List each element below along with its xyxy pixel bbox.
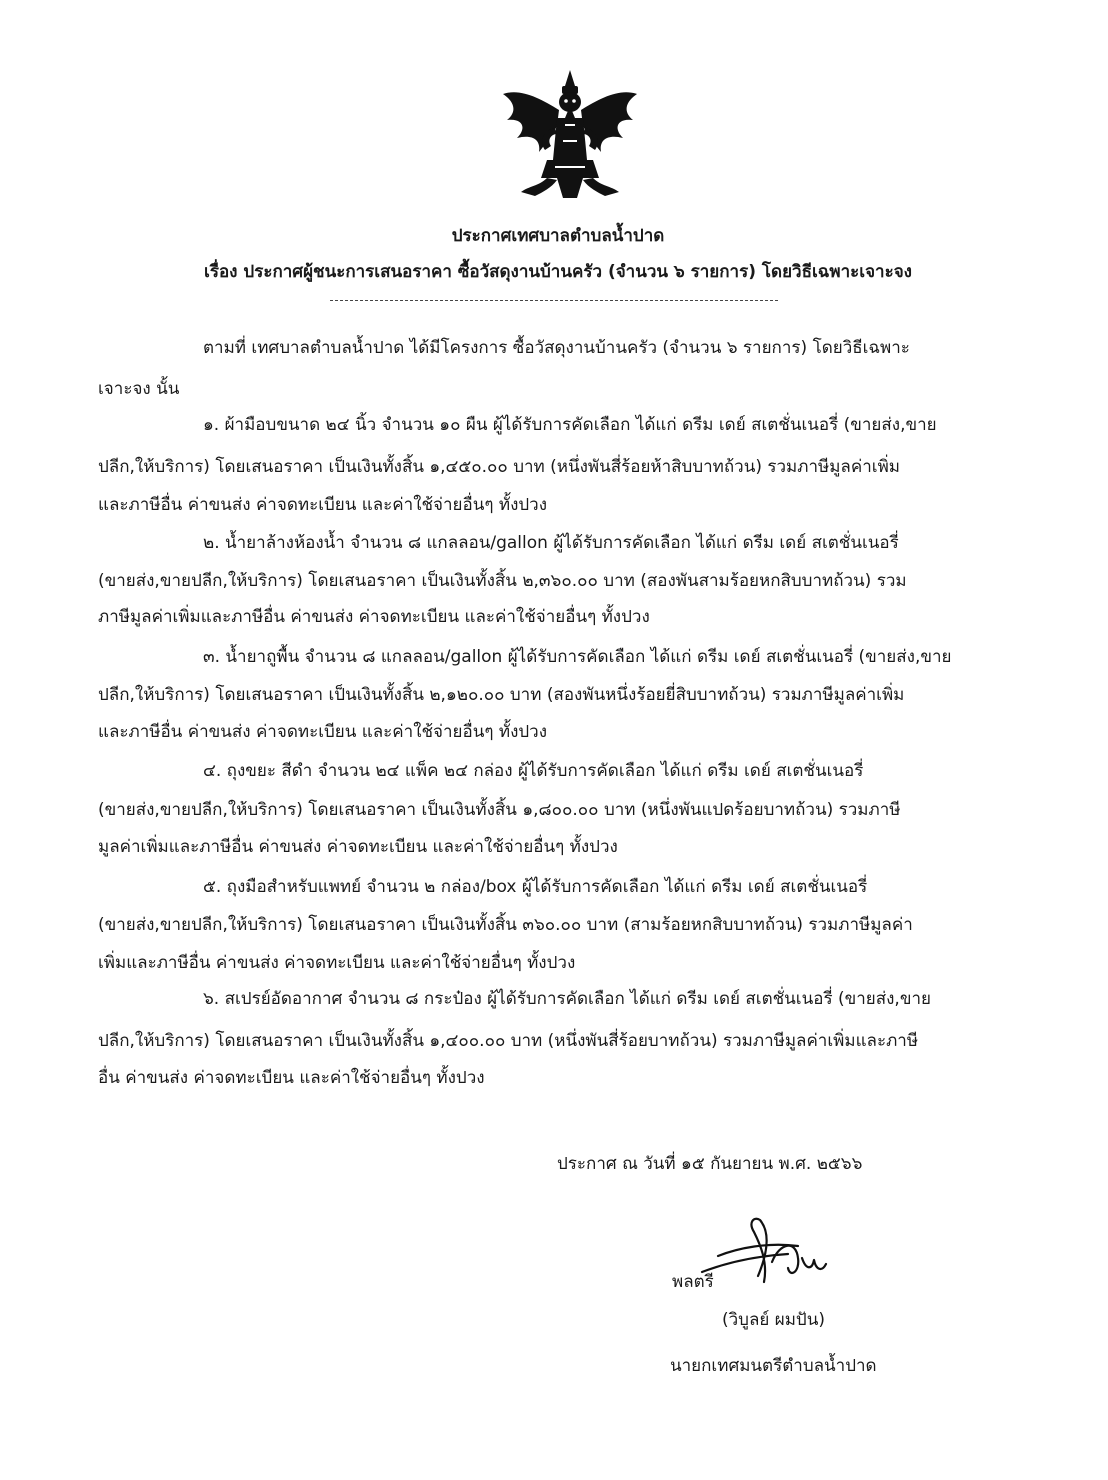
item-2-line: (ขายส่ง,ขายปลีก,ให้บริการ) โดยเสนอราคา เป็นเงินทั้งสิ้น ๒,๓๖๐.๐๐ บาท (สองพันสามร้อยหกสิบบาทถ้วน) รวม	[98, 571, 907, 591]
signature	[698, 1212, 848, 1300]
item-3-line: ๓. น้ำยาถูพื้น จำนวน ๘ แกลลอน/gallon ผู้ได้รับการคัดเลือก ได้แก่ ดรีม เดย์ สเตชั่นเนอรี่ (ขายส่ง,ขาย	[203, 647, 952, 667]
intro-line: เจาะจง นั้น	[98, 379, 180, 399]
item-5-line: (ขายส่ง,ขายปลีก,ให้บริการ) โดยเสนอราคา เป็นเงินทั้งสิ้น ๓๖๐.๐๐ บาท (สามร้อยหกสิบบาทถ้วน) รวมภาษีมูลค่า	[98, 915, 913, 935]
item-5-line: เพิ่มและภาษีอื่น ค่าขนส่ง ค่าจดทะเบียน และค่าใช้จ่ายอื่นๆ ทั้งปวง	[98, 953, 576, 973]
item-5-line: ๕. ถุงมือสำหรับแพทย์ จำนวน ๒ กล่อง/box ผู้ได้รับการคัดเลือก ได้แก่ ดรีม เดย์ สเตชั่นเนอรี่	[203, 877, 868, 897]
item-2-line: ภาษีมูลค่าเพิ่มและภาษีอื่น ค่าขนส่ง ค่าจดทะเบียน และค่าใช้จ่ายอื่นๆ ทั้งปวง	[98, 607, 650, 627]
title-divider	[330, 300, 778, 301]
item-1-line: ปลีก,ให้บริการ) โดยเสนอราคา เป็นเงินทั้งสิ้น ๑,๔๕๐.๐๐ บาท (หนึ่งพันสี่ร้อยห้าสิบบาทถ้วน) รวมภาษีมูลค่าเพิ่ม	[98, 457, 900, 477]
item-4-line: ๔. ถุงขยะ สีดำ จำนวน ๒๔ แพ็ค ๒๔ กล่อง ผู้ได้รับการคัดเลือก ได้แก่ ดรีม เดย์ สเตชั่นเนอรี่	[203, 761, 864, 781]
document-title: ประกาศเทศบาลตำบลน้ำปาด	[451, 226, 665, 246]
document-subject: เรื่อง ประกาศผู้ชนะการเสนอราคา ซื้อวัสดุงานบ้านครัว (จำนวน ๖ รายการ) โดยวิธีเฉพาะเจาะจง	[204, 262, 912, 282]
item-6-line: ปลีก,ให้บริการ) โดยเสนอราคา เป็นเงินทั้งสิ้น ๑,๔๐๐.๐๐ บาท (หนึ่งพันสี่ร้อยบาทถ้วน) รวมภาษีมูลค่าเพิ่มและภาษี	[98, 1031, 919, 1051]
intro-line: ตามที่ เทศบาลตำบลน้ำปาด ได้มีโครงการ ซื้อวัสดุงานบ้านครัว (จำนวน ๖ รายการ) โดยวิธีเฉพาะ	[203, 338, 910, 358]
item-2-line: ๒. น้ำยาล้างห้องน้ำ จำนวน ๘ แกลลอน/gallon ผู้ได้รับการคัดเลือก ได้แก่ ดรีม เดย์ สเตชั่นเนอรี่	[203, 533, 899, 553]
item-6-line: ๖. สเปรย์อัดอากาศ จำนวน ๘ กระป๋อง ผู้ได้รับการคัดเลือก ได้แก่ ดรีม เดย์ สเตชั่นเนอรี่ (ขายส่ง,ขาย	[203, 989, 931, 1009]
item-6-line: อื่น ค่าขนส่ง ค่าจดทะเบียน และค่าใช้จ่ายอื่นๆ ทั้งปวง	[98, 1068, 485, 1088]
signer-position: นายกเทศมนตรีตำบลน้ำปาด	[670, 1356, 877, 1376]
item-1-line: และภาษีอื่น ค่าขนส่ง ค่าจดทะเบียน และค่าใช้จ่ายอื่นๆ ทั้งปวง	[98, 495, 548, 515]
item-3-line: ปลีก,ให้บริการ) โดยเสนอราคา เป็นเงินทั้งสิ้น ๒,๑๒๐.๐๐ บาท (สองพันหนึ่งร้อยยี่สิบบาทถ้วน) รวมภาษีมูลค่าเพิ่ม	[98, 685, 905, 705]
item-1-line: ๑. ผ้ามือบขนาด ๒๔ นิ้ว จำนวน ๑๐ ผืน ผู้ได้รับการคัดเลือก ได้แก่ ดรีม เดย์ สเตชั่นเนอรี่ (ขายส่ง,ขาย	[203, 415, 937, 435]
item-3-line: และภาษีอื่น ค่าขนส่ง ค่าจดทะเบียน และค่าใช้จ่ายอื่นๆ ทั้งปวง	[98, 722, 548, 742]
signer-rank: พลตรี	[672, 1272, 714, 1292]
signer-name: (วิบูลย์ ผมปัน)	[722, 1310, 825, 1330]
item-4-line: (ขายส่ง,ขายปลีก,ให้บริการ) โดยเสนอราคา เป็นเงินทั้งสิ้น ๑,๘๐๐.๐๐ บาท (หนึ่งพันแปดร้อยบาทถ้วน) รวมภาษี	[98, 800, 901, 820]
garuda-emblem-icon	[495, 68, 645, 218]
item-4-line: มูลค่าเพิ่มและภาษีอื่น ค่าขนส่ง ค่าจดทะเบียน และค่าใช้จ่ายอื่นๆ ทั้งปวง	[98, 837, 618, 857]
announcement-date: ประกาศ ณ วันที่ ๑๕ กันยายน พ.ศ. ๒๕๖๖	[557, 1154, 863, 1174]
